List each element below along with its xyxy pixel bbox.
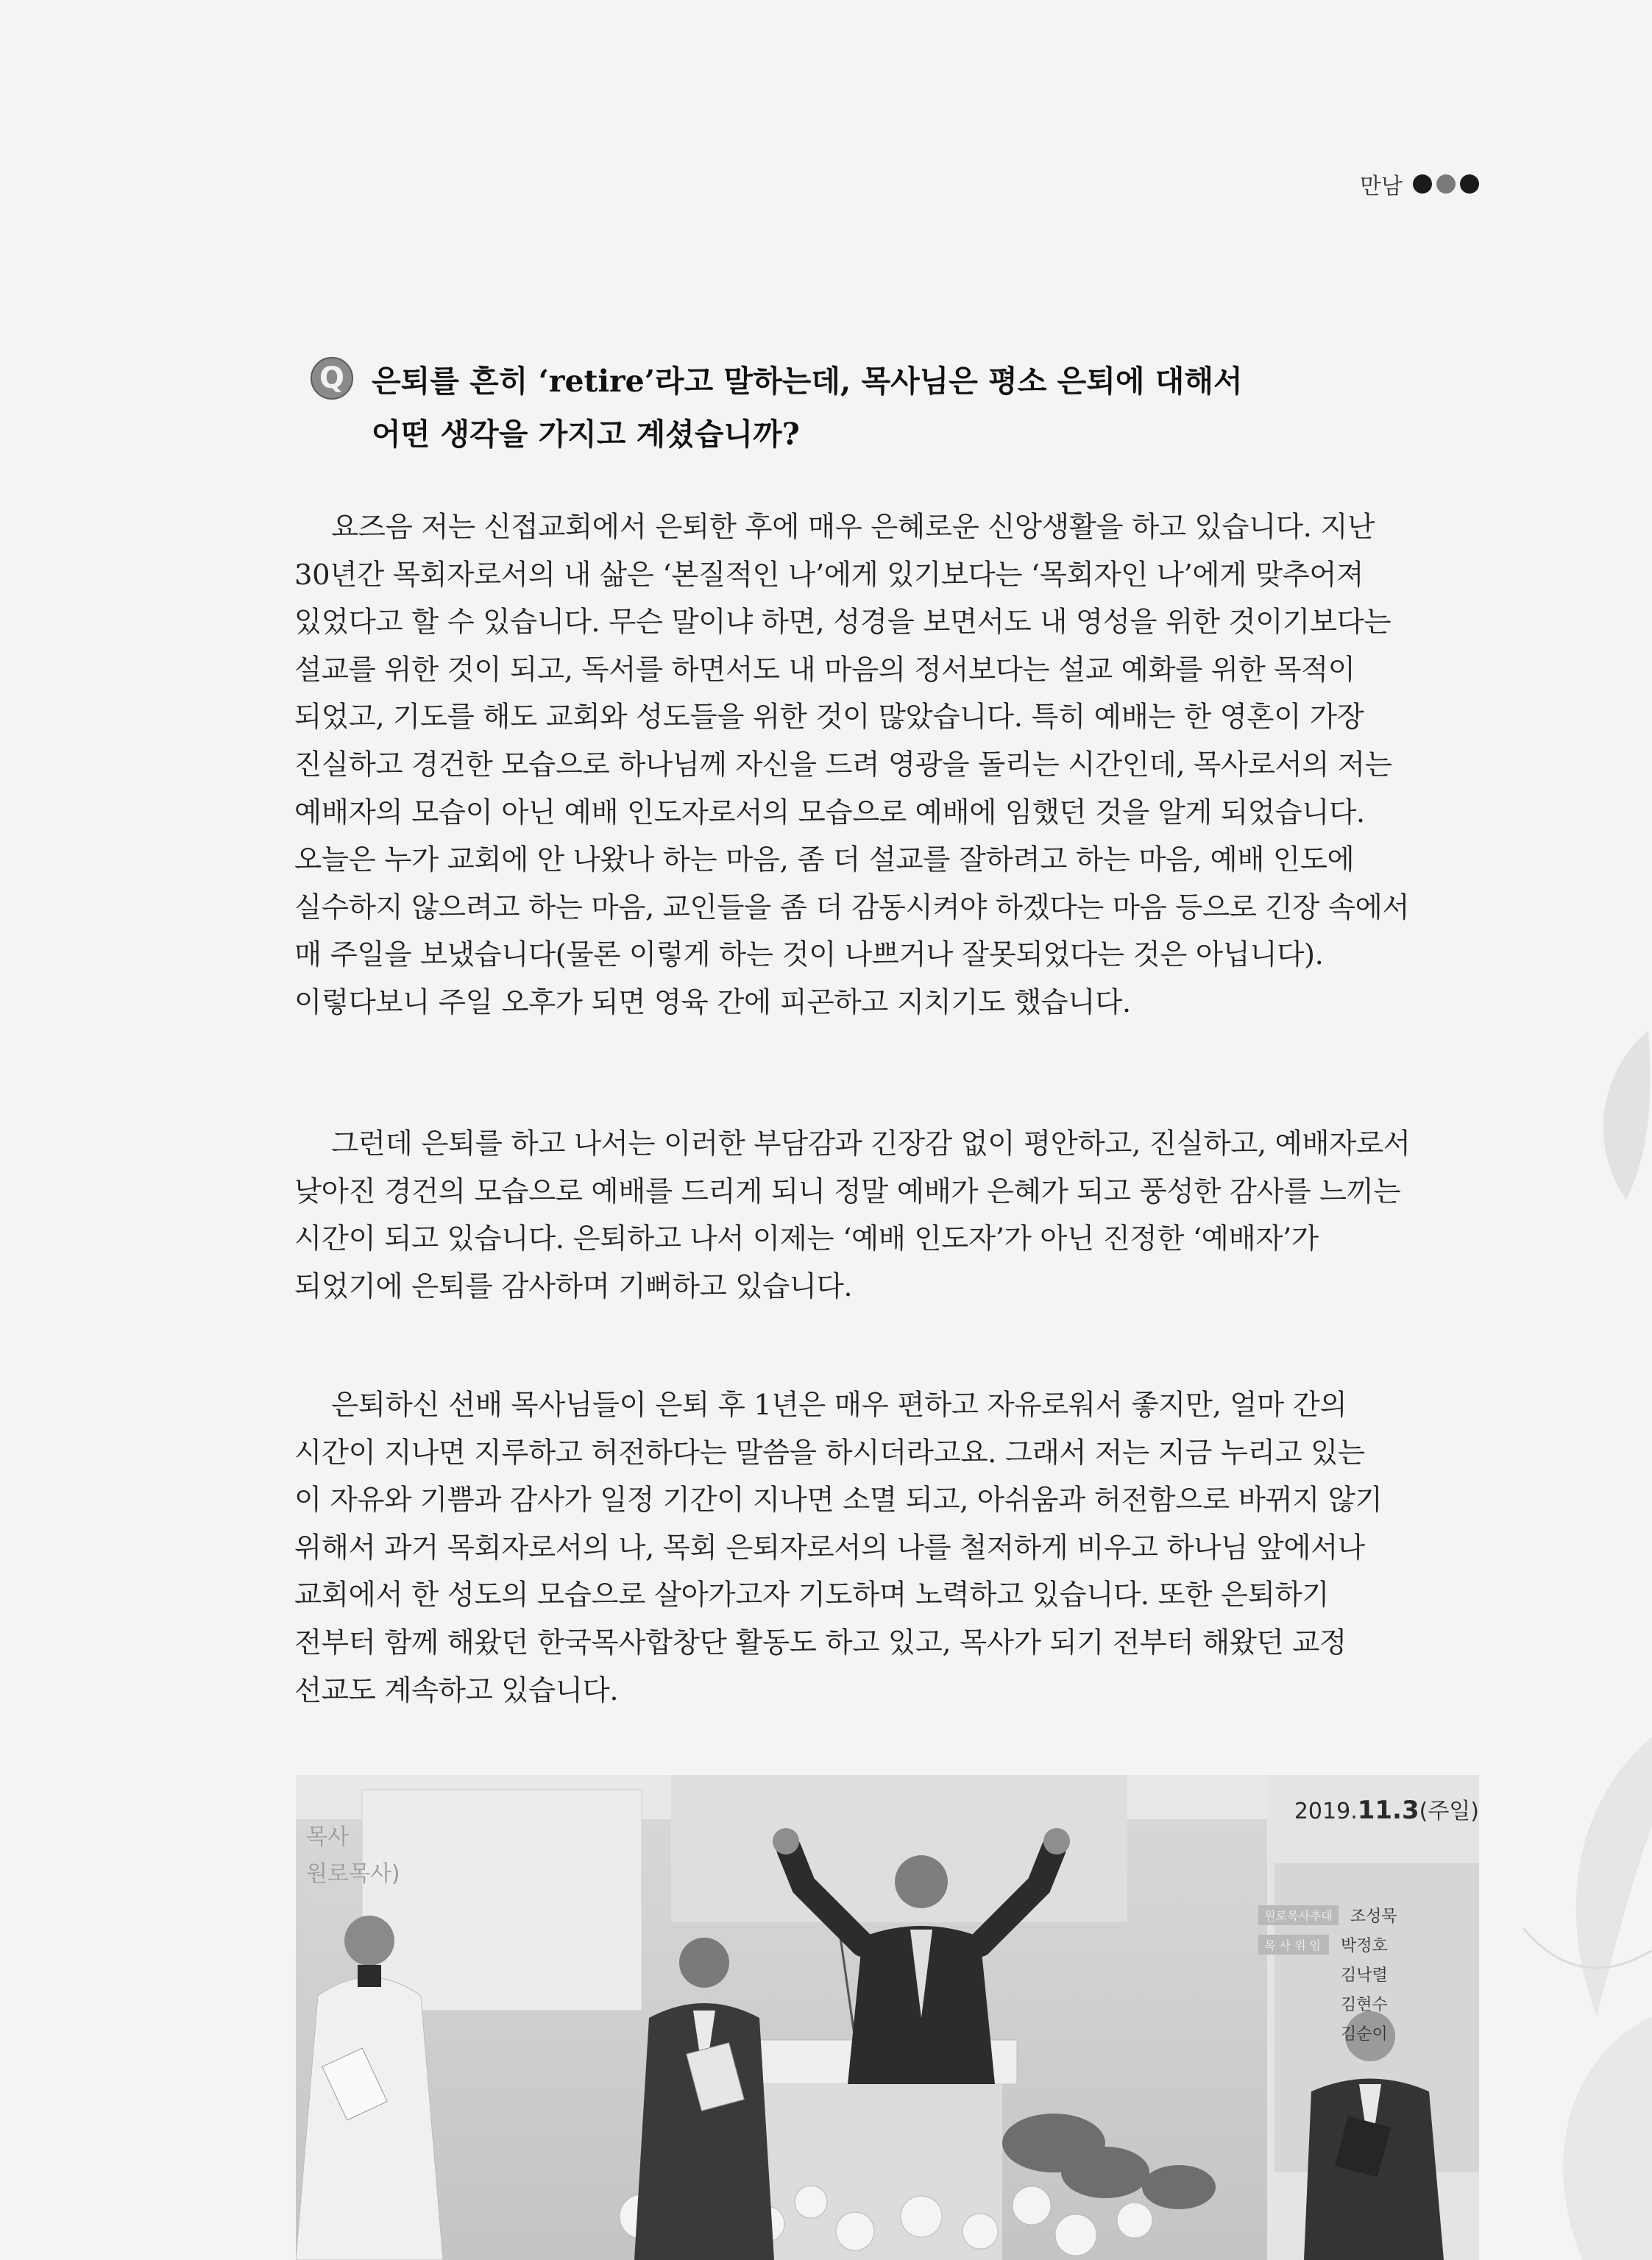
decorative-leaf-right [1582, 1030, 1652, 1200]
role-name: 김낙렬 [1341, 1966, 1388, 1985]
banner-role-list [1258, 1900, 1479, 2047]
paragraph-line: 전부터 함께 해왔던 한국목사합창단 활동도 하고 있고, 목사가 되기 전부터 해왔던 교정 [294, 1626, 1347, 1659]
role-row [1258, 1988, 1479, 2018]
paragraph-line: 매 주일을 보냈습니다(물론 이렇게 하는 것이 나쁘거나 잘못되었다는 것은 아닙니다). [294, 938, 1324, 972]
dot-1 [1413, 174, 1432, 194]
paragraph-line: 실수하지 않으려고 하는 마음, 교인들을 좀 더 감동시켜야 하겠다는 마음 등으로 긴장 속에서 [294, 890, 1410, 924]
date-main: 11.3 [1357, 1796, 1419, 1825]
answer-paragraph-1 [294, 504, 1481, 1027]
banner-text [306, 1819, 400, 1893]
date-suffix: (주일) [1419, 1799, 1479, 1824]
paragraph-line: 되었고, 기도를 해도 교회와 성도들을 위한 것이 많았습니다. 특히 예배는 한 영혼이 가장 [294, 701, 1364, 734]
role-row [1258, 1930, 1479, 1959]
paragraph-line: 30년간 목회자로서의 내 삶은 ‘본질적인 나’에게 있기보다는 ‘목회자인 나’에게 맞추어져 [294, 558, 1364, 592]
banner-line-2: 원로목사) [306, 1861, 400, 1887]
role-name: 조성묵 [1350, 1907, 1397, 1926]
paragraph-line: 위해서 과거 목회자로서의 나, 목회 은퇴자로서의 나를 철저하게 비우고 하나님 앞에서나 [294, 1531, 1365, 1565]
paragraph-line: 설교를 위한 것이 되고, 독서를 하면서도 내 마음의 정서보다는 설교 예화를 위한 목적이 [294, 653, 1355, 687]
paragraph-line: 시간이 되고 있습니다. 은퇴하고 나서 이제는 ‘예배 인도자’가 아닌 진정한 ‘예배자’가 [294, 1222, 1319, 1256]
role-name: 김현수 [1341, 1995, 1388, 2014]
paragraph-line: 선교도 계속하고 있습니다. [294, 1673, 619, 1707]
banner-line-1: 목사 [306, 1824, 349, 1850]
paragraph-line: 요즈음 저는 신접교회에서 은퇴한 후에 매우 은혜로운 신앙생활을 하고 있습니다. 지난 [331, 511, 1375, 544]
question-heading [372, 355, 1328, 461]
role-tag: 원로목사추대 [1258, 1905, 1339, 1925]
role-tag: 목 사 위 임 [1258, 1935, 1329, 1955]
section-dots [1413, 174, 1479, 194]
paragraph-line: 이 자유와 기쁨과 감사가 일정 기간이 지나면 소멸 되고, 아쉬움과 허전함으로 바뀌지 않기 [294, 1484, 1383, 1517]
paragraph-line: 오늘은 누가 교회에 안 나왔나 하는 마음, 좀 더 설교를 잘하려고 하는 마음, 예배 인도에 [294, 843, 1355, 877]
section-header [1360, 168, 1479, 200]
paragraph-line: 이렇다보니 주일 오후가 되면 영육 간에 피곤하고 지치기도 했습니다. [294, 985, 1131, 1019]
question-line-2: 어떤 생각을 가지고 계셨습니까? [372, 417, 800, 452]
role-row [1258, 1900, 1479, 1930]
paragraph-line: 진실하고 경건한 모습으로 하나님께 자신을 드려 영광을 돌리는 시간인데, 목사로서의 저는 [294, 748, 1392, 782]
answer-paragraph-3 [294, 1382, 1481, 1715]
role-row [1258, 1959, 1479, 1988]
paragraph-line: 예배자의 모습이 아닌 예배 인도자로서의 모습으로 예배에 임했던 것을 알게 되었습니다. [294, 796, 1365, 829]
date-prefix: 2019. [1294, 1799, 1358, 1824]
role-name: 박정호 [1341, 1936, 1388, 1955]
question-q-icon [309, 355, 355, 401]
paragraph-line: 낮아진 경건의 모습으로 예배를 드리게 되니 정말 예배가 은혜가 되고 풍성한 감사를 느끼는 [294, 1175, 1401, 1208]
role-name: 김순이 [1341, 2025, 1388, 2044]
dot-3 [1460, 174, 1479, 194]
paragraph-line: 되었기에 은퇴를 감사하며 기뻐하고 있습니다. [294, 1269, 853, 1303]
paragraph-line: 있었다고 할 수 있습니다. 무슨 말이냐 하면, 성경을 보면서도 내 영성을 위한 것이기보다는 [294, 606, 1392, 640]
paragraph-line: 은퇴하신 선배 목사님들이 은퇴 후 1년은 매우 편하고 자유로워서 좋지만, 얼마 간의 [331, 1389, 1347, 1422]
paragraph-line: 교회에서 한 성도의 모습으로 살아가고자 기도하며 노력하고 있습니다. 또한 은퇴하기 [294, 1579, 1330, 1612]
worship-photo [296, 1775, 1479, 2260]
paragraph-line: 시간이 지나면 지루하고 허전하다는 말씀을 하시더라고요. 그래서 저는 지금 누리고 있는 [294, 1436, 1365, 1470]
question-line-1: 은퇴를 흔히 ‘retire’라고 말하는데, 목사님은 평소 은퇴에 대해서 [372, 364, 1243, 399]
banner-date [1294, 1793, 1479, 1825]
section-label: 만남 [1360, 174, 1403, 199]
dot-2 [1436, 174, 1456, 194]
paragraph-line: 그런데 은퇴를 하고 나서는 이러한 부담감과 긴장감 없이 평안하고, 진실하고, 예배자로서 [331, 1127, 1411, 1161]
decorative-leaf-bottom-right [1494, 1707, 1652, 2260]
role-row [1258, 2018, 1479, 2047]
answer-paragraph-2 [294, 1121, 1481, 1311]
question-badge-letter: Q [319, 361, 345, 395]
